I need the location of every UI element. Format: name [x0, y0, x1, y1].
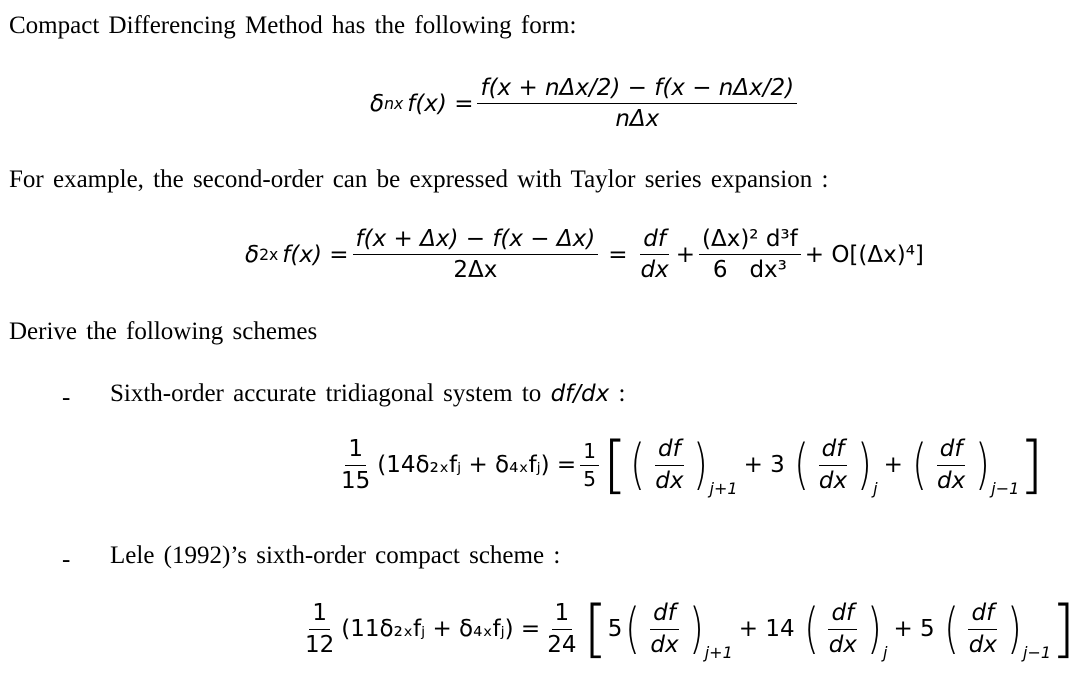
item-label: Sixth-order accurate tridiagonal system to [110, 380, 542, 407]
term1-denominator: dx [655, 467, 684, 494]
lhs-function: f(x) = [282, 241, 349, 268]
plus-sign: + [675, 241, 695, 268]
delta-subscript: 2x [259, 245, 279, 265]
item-sixth-order-tridiagonal [110, 380, 625, 408]
left-bracket: [ [602, 428, 628, 501]
derivative-denominator: dx [640, 257, 669, 284]
lhs-coefficient-numerator: 1 [345, 436, 366, 465]
derivative-term-2 [816, 436, 850, 494]
derivative-term-3 [934, 436, 968, 494]
derivative-term-3 [966, 600, 1000, 658]
derive-text: Derive the following schemes [9, 318, 318, 345]
plus-five: + 5 [893, 616, 935, 642]
item-colon: : [618, 380, 626, 407]
term3-denominator: dx [968, 631, 997, 658]
error-term-denominator: 6 dx³ [712, 257, 787, 284]
term1-denominator: dx [650, 631, 679, 658]
delta-symbol: δ [370, 90, 385, 117]
derivative-numerator: df [640, 226, 669, 255]
right-bracket: ] [1051, 592, 1075, 665]
lhs-expression: (11δ₂ₓfⱼ + δ₄ₓfⱼ) = [341, 616, 541, 642]
plus-fourteen: + 14 [738, 616, 795, 642]
delta-symbol: δ [245, 241, 260, 268]
lhs-coefficient-numerator: 1 [309, 600, 330, 629]
subscript-j-minus-1: j−1 [1023, 643, 1052, 662]
derivative-fraction [638, 226, 672, 284]
error-term-numerator: (Δx)² d³f [699, 226, 801, 255]
subscript-j: j [882, 643, 888, 662]
subscript-j-minus-1: j−1 [991, 479, 1020, 498]
derivative-term-2 [826, 600, 860, 658]
equation-second-order [245, 226, 924, 284]
term3-numerator: df [937, 436, 966, 465]
central-difference-numerator: f(x + Δx) − f(x − Δx) [353, 226, 599, 255]
bullet-dash: - [62, 384, 71, 411]
lhs-coefficient [338, 436, 373, 494]
delta-subscript: nx [384, 94, 404, 114]
left-bracket: [ [583, 592, 608, 665]
definition-denominator: nΔx [615, 106, 660, 133]
plus-sign: + [883, 452, 903, 478]
item-math-dfdx: df/dx [550, 381, 610, 407]
derivative-term-1 [652, 436, 686, 494]
central-difference-denominator: 2Δx [453, 257, 498, 284]
term1-numerator: df [650, 600, 679, 629]
definition-fraction [477, 75, 797, 133]
bullet-dash: - [62, 546, 71, 573]
term3-numerator: df [968, 600, 997, 629]
term2-denominator: dx [828, 631, 857, 658]
coefficient-five: 5 [607, 616, 623, 642]
lhs-coefficient-denominator: 15 [341, 467, 371, 494]
subscript-j-plus-1: j+1 [704, 643, 733, 662]
rhs-coefficient-numerator: 1 [552, 600, 573, 629]
right-bracket: ] [1019, 428, 1044, 501]
plus-three: + 3 [743, 452, 785, 478]
equals-sign: = [608, 241, 628, 268]
equation-definition [370, 75, 801, 133]
error-term-fraction [699, 226, 801, 284]
rhs-coefficient-denominator: 5 [583, 466, 596, 491]
rhs-coefficient-numerator: 1 [580, 440, 599, 466]
term3-denominator: dx [936, 467, 966, 494]
definition-numerator: f(x + nΔx/2) − f(x − nΔx/2) [477, 75, 797, 104]
lhs-coefficient-denominator: 12 [305, 631, 335, 658]
term2-numerator: df [819, 436, 848, 465]
lhs-coefficient [302, 600, 337, 658]
item-lele-scheme: Lele (1992)’s sixth-order compact scheme : [110, 542, 561, 569]
rhs-coefficient [580, 440, 599, 491]
equation-lele: $\frac{1}{12}$ (11δ₂ₓfⱼ + δ₄ₓfⱼ) = $\frac{1}{24}$ [ 5 ( $\frac{df}{dx}$ ) j+1 + 14 ( $\frac{df}{dx}$ ) j + 5 ( $\frac{df}{dx}$ ) j−1 ] [298, 598, 1075, 660]
intro-text: Compact Differencing Method has the following form: [9, 12, 577, 39]
subscript-j-plus-1: j+1 [709, 479, 738, 498]
term1-numerator: df [655, 436, 684, 465]
example-text: For example, the second-order can be expressed with Taylor series expansion : [9, 166, 829, 193]
subscript-j: j [873, 479, 878, 498]
order-term: + O[(Δx)⁴] [804, 241, 924, 268]
lhs-expression: (14δ₂ₓfⱼ + δ₄ₓfⱼ) = [377, 452, 577, 478]
central-difference-fraction [353, 226, 599, 284]
rhs-coefficient [544, 600, 579, 658]
equation-tridiagonal: $\frac{1}{15}$ (14δ₂ₓfⱼ + δ₄ₓfⱼ) = $\frac{1}{5}$ [ ( $\frac{df}{dx}$ ) j+1 + 3 ( $\frac{df}{dx}$ ) j + ( $\frac{df}{dx}$ ) j−1 ] [334, 434, 1044, 496]
term2-numerator: df [828, 600, 857, 629]
derivative-term-1 [647, 600, 681, 658]
term2-denominator: dx [818, 467, 848, 494]
rhs-coefficient-denominator: 24 [547, 631, 577, 658]
lhs-function: f(x) = [407, 90, 474, 117]
